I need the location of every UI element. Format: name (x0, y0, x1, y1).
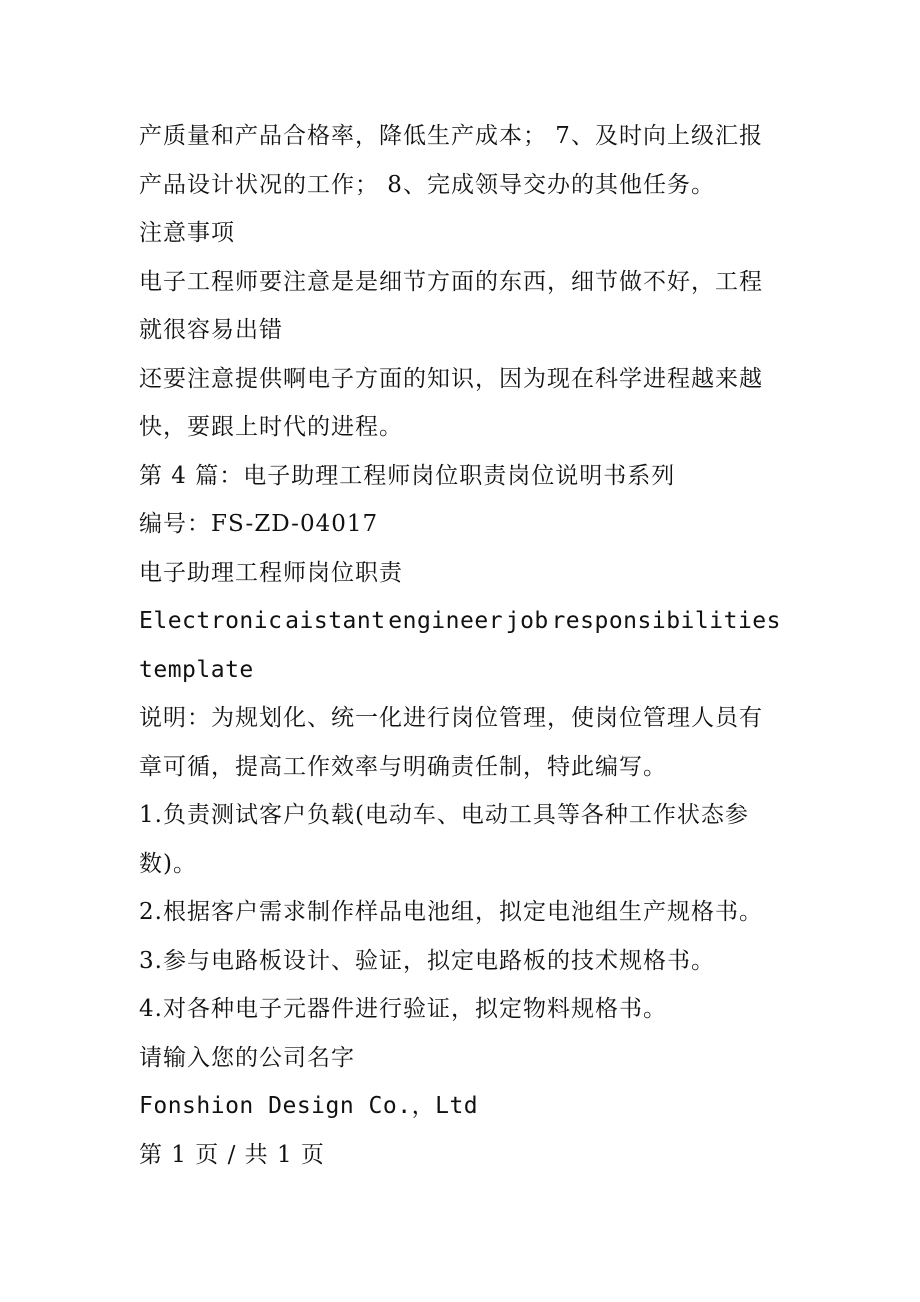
english-title (139, 597, 781, 646)
duty-item-1: 1.负责测试客户负载(电动车、电动工具等各种工作状态参 (139, 802, 749, 828)
english-title-word: responsibilities (551, 608, 781, 634)
company-name: Fonshion Design Co.，Ltd (139, 1093, 479, 1119)
body-line-6: 快，要跟上时代的进程。 (139, 414, 403, 440)
body-line-5: 还要注意提供啊电子方面的知识，因为现在科学进程越来越 (139, 365, 763, 392)
page-number: 第 1 页 / 共 1 页 (139, 1141, 325, 1168)
duty-item-4: 4.对各种电子元器件进行验证，拟定物料规格书。 (139, 996, 667, 1022)
body-line-1: 产质量和产品合格率，降低生产成本； 7、及时向上级汇报 (139, 123, 763, 149)
section-heading-notes: 注意事项 (139, 220, 235, 246)
description-line-1: 说明：为规划化、统一化进行岗位管理，使岗位管理人员有 (139, 705, 763, 731)
english-title-word: Electronic (139, 608, 283, 634)
english-title-word: aistant (285, 608, 386, 634)
company-prompt: 请输入您的公司名字 (139, 1044, 355, 1071)
body-line-2: 产品设计状况的工作； 8、完成领导交办的其他任务。 (139, 171, 715, 198)
document-title: 电子助理工程师岗位职责 (139, 559, 403, 586)
duty-item-3: 3.参与电路板设计、验证，拟定电路板的技术规格书。 (139, 947, 715, 974)
document-number: 编号：FS-ZD-04017 (139, 511, 379, 537)
body-line-3: 电子工程师要注意是是细节方面的东西，细节做不好，工程 (139, 268, 763, 295)
english-title-word: engineer (388, 608, 504, 634)
duty-item-1-cont: 数)。 (139, 850, 197, 877)
body-line-4: 就很容易出错 (139, 317, 283, 343)
english-title-tail: template (139, 656, 254, 683)
description-line-2: 章可循，提高工作效率与明确责任制，特此编写。 (139, 753, 667, 780)
duty-item-2: 2.根据客户需求制作样品电池组，拟定电池组生产规格书。 (139, 899, 763, 925)
chapter-title: 第 4 篇：电子助理工程师岗位职责岗位说明书系列 (139, 462, 676, 489)
document-page (139, 112, 781, 1179)
english-title-word: job (505, 608, 549, 634)
